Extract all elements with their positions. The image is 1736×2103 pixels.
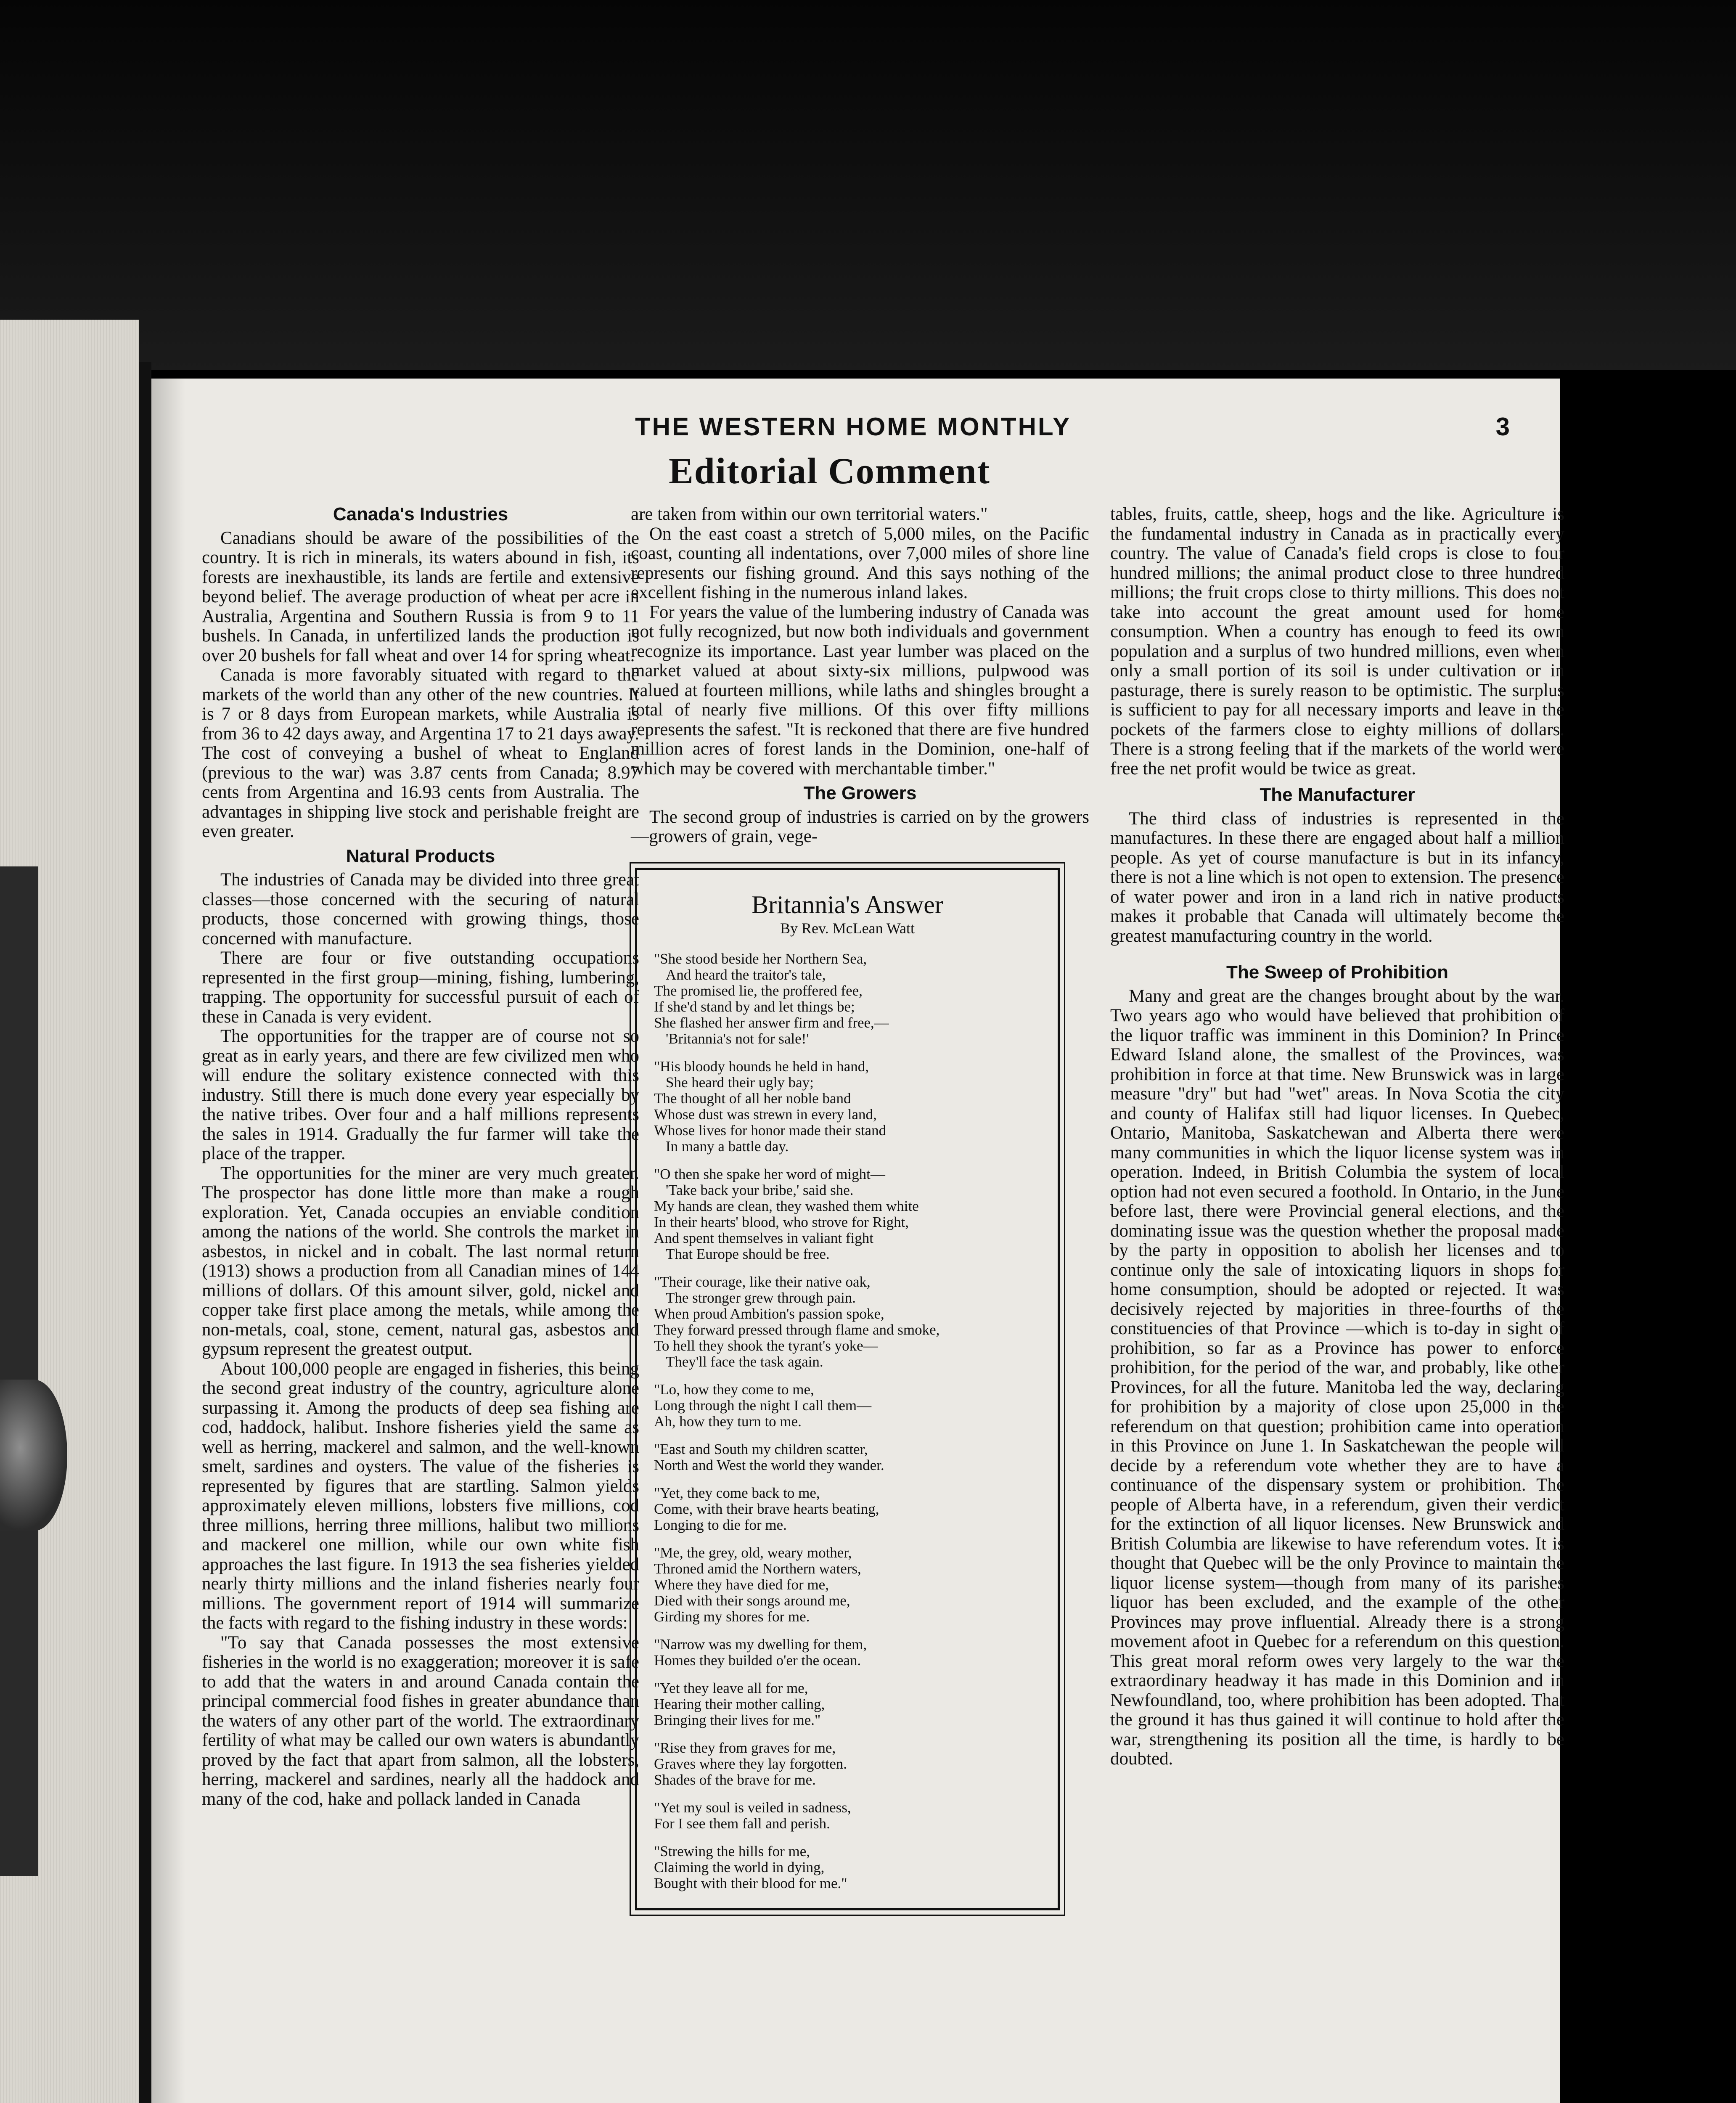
article-paragraph: On the east coast a stretch of 5,000 miles, on the Pacific coast, counting all indentations, over 7,000 miles of shore line represents our fishing ground. And this says nothing of the excellent fishing in the numerous inland lakes. (631, 524, 1089, 602)
article-column-3 (1110, 505, 1564, 1769)
poem-line: Long through the night I call them— (654, 1397, 872, 1414)
poem-line: "O then she spake her word of might— (654, 1165, 885, 1182)
poem-line: Come, with their brave hearts beating, (654, 1500, 879, 1517)
poem-stanza (654, 951, 1041, 1047)
poem-line: Died with their songs around me, (654, 1592, 850, 1609)
article-paragraph: tables, fruits, cattle, sheep, hogs and the like. Agriculture is the fundamental industry in Canada as in practically every country. The value of Canada's field crops is close to four hundred millions; the animal product close to three hundred millions; the fruit crops close to thirty millions. This does not take into account the great amount used for home consumption. When a country has enough to feed its own population and a surplus of two hundred millions, even when only a small portion of its soil is under cultivation or in pasturage, there is surely reason to be optimistic. The surplus is sufficient to pay for all necessary imports and leave in the pockets of the farmers close to eighty millions of dollars. There is a strong feeling that if the markets of the world were free the net profit would be twice as great. (1110, 504, 1564, 779)
poem-line: When proud Ambition's passion spoke, (654, 1305, 884, 1322)
article-paragraph: The third class of industries is represented in the manufactures. In these there are engaged about half a million people. As yet of course manufacture is but in its infancy, there is not a line which is not open to extension. The presence of water power and iron in a land rich in native products makes it probable that Canada will ultimately become the greatest manufacturing country in the world. (1110, 808, 1564, 946)
poem-line: Hearing their mother calling, (654, 1695, 825, 1712)
running-title: THE WESTERN HOME MONTHLY (635, 413, 1072, 441)
poem-stanza (654, 1800, 1041, 1832)
magazine-page (151, 379, 1564, 2103)
poem-line: "East and South my children scatter, (654, 1441, 868, 1457)
poem-line: Longing to die for me. (654, 1516, 787, 1533)
poem-stanza (654, 1166, 1041, 1262)
poem-stanza (654, 1441, 1041, 1473)
poem-line: And spent themselves in valiant fight (654, 1229, 873, 1246)
poem-stanza (654, 1680, 1041, 1728)
article-heading: The Growers (803, 783, 917, 803)
section-title: Editorial Comment (669, 451, 990, 492)
article-heading: Canada's Industries (333, 504, 508, 524)
poem-line: And heard the traitor's tale, (666, 966, 826, 983)
adjacent-page-portrait (0, 1380, 67, 1531)
page-number: 3 (1495, 413, 1510, 441)
book-gutter (139, 362, 151, 2103)
article-column-1 (202, 505, 639, 1809)
article-paragraph: "To say that Canada possesses the most extensive fisheries in the world is no exaggeration; moreover it is safe to add that the waters in and around Canada contain the principal commercial food fishes in greater abundance than the waters of any other part of the world. The extraordinary fertility of what may be called our own waters is abundantly proved by the fact that apart from salmon, all the lobsters, herring, mackerel and sardines, nearly all the haddock and many of the cod, hake and pollack landed in Canada (202, 1632, 639, 1809)
poem-line: "Yet they leave all for me, (654, 1679, 808, 1696)
poem-line: "She stood beside her Northern Sea, (654, 950, 867, 967)
poem-stanza (654, 1485, 1041, 1533)
poem-line: "Strewing the hills for me, (654, 1843, 810, 1859)
page-header (151, 412, 1560, 450)
article-paragraph: There are four or five outstanding occupations represented in the first group—mining, fishing, lumbering, trapping. The opportunity for successful pursuit of each of these in Canada is very evident. (202, 948, 639, 1027)
poem-line: "His bloody hounds he held in hand, (654, 1058, 869, 1075)
poem-line: "Yet, they come back to me, (654, 1484, 820, 1501)
poem-line: My hands are clean, they washed them white (654, 1197, 919, 1214)
article-heading: The Sweep of Prohibition (1226, 962, 1448, 983)
poem-stanza (654, 1843, 1041, 1891)
page-binding-shadow (151, 379, 185, 2103)
poem-line: The thought of all her noble band (654, 1090, 851, 1107)
poem-line: In their hearts' blood, who strove for Right, (654, 1213, 909, 1230)
poem-line: "Rise they from graves for me, (654, 1739, 836, 1756)
poem-stanza (654, 1059, 1041, 1155)
poem-stanza (654, 1637, 1041, 1669)
poem-line: "Their courage, like their native oak, (654, 1273, 871, 1290)
poem-line: 'Take back your bribe,' said she. (666, 1181, 854, 1198)
poem-line: "Me, the grey, old, weary mother, (654, 1544, 852, 1561)
poem-line: Bringing their lives for me." (654, 1711, 821, 1728)
poem-line: For I see them fall and perish. (654, 1815, 830, 1832)
poem-line: Shades of the brave for me. (654, 1771, 816, 1788)
poem-stanza (654, 1740, 1041, 1788)
article-paragraph: The industries of Canada may be divided into three great classes—those concerned with the securing of natural products, those concerned with growing things, those concerned with manufacture. (202, 870, 639, 948)
poem-line: If she'd stand by and let things be; (654, 998, 855, 1015)
poem-line: "Narrow was my dwelling for them, (654, 1636, 867, 1653)
poem-line: Whose dust was strewn in every land, (654, 1106, 877, 1123)
poem-line: Girding my shores for me. (654, 1608, 810, 1625)
poem-line: North and West the world they wander. (654, 1457, 884, 1473)
poem-line: Whose lives for honor made their stand (654, 1122, 887, 1139)
article-column-2 (631, 505, 1089, 1910)
poem-line: Throned amid the Northern waters, (654, 1560, 861, 1577)
poem-line: "Yet my soul is veiled in sadness, (654, 1799, 851, 1816)
article-paragraph: The opportunities for the miner are very much greater. The prospector has done little more than make a rough exploration. Yet, Canada occupies an enviable condition among the nations of the world. She controls the market in asbestos, in nickel and in cobalt. The last normal return (1913) shows a production from all Canadian mines of 144 millions of dollars. Of this amount silver, gold, nickel and copper take first place among the metals, while among the non-metals, coal, stone, cement, natural gas, asbestos and gypsum represent the greatest output. (202, 1163, 639, 1359)
article-heading: The Manufacturer (1260, 784, 1415, 805)
poem-line: The stronger grew through pain. (666, 1289, 856, 1306)
poem-line: They'll face the task again. (666, 1353, 823, 1370)
poem-line: They forward pressed through flame and smoke, (654, 1321, 940, 1338)
poem-line: That Europe should be free. (666, 1245, 830, 1262)
poem-line: Graves where they lay forgotten. (654, 1755, 847, 1772)
poem-line: The promised lie, the proffered fee, (654, 982, 863, 999)
article-paragraph: The second group of industries is carried on by the growers—growers of grain, vege- (631, 807, 1089, 846)
poem-line: Claiming the world in dying, (654, 1859, 825, 1875)
poem-line: "Lo, how they come to me, (654, 1381, 814, 1398)
poem-line: She flashed her answer firm and free,— (654, 1014, 889, 1031)
article-paragraph: The opportunities for the trapper are of course not so great as in early years, and there are few civilized men who will endure the solitary existence connected with this industry. Still there is much done every year especially by the native tribes. Over four and a half millions represents the sales in 1914. Gradually the fur farmer will take the place of the trapper. (202, 1026, 639, 1163)
scan-background-top (0, 0, 1736, 370)
poem-line: In many a battle day. (666, 1138, 789, 1155)
adjacent-page-illustration (0, 866, 38, 1876)
article-paragraph: are taken from within our own territorial waters." (631, 504, 988, 524)
adjacent-page-edge (0, 320, 139, 2103)
article-heading: Natural Products (346, 845, 495, 866)
poem-title: Britannia's Answer (752, 890, 943, 919)
poem-stanza (654, 1545, 1041, 1625)
scan-background-right (1560, 379, 1736, 2103)
article-paragraph: About 100,000 people are engaged in fisheries, this being the second great industry of the country, agriculture alone surpassing it. Among the products of deep sea fishing are cod, haddock, halibut. Inshore fisheries yield the same as well as herring, mackerel and salmon, and the well-known smelt, sardines and oysters. The value of the fisheries is represented by figures that are startling. Salmon yields approximately eleven millions, lobsters five millions, cod three millions, herring three millions, halibut two millions and mackerel one million, while our own white fish approaches the last figure. In 1913 the sea fisheries yielded nearly thirty millions and the inland fisheries nearly four millions. The government report of 1914 will summarize the facts with regard to the fishing industry in these words: (202, 1359, 639, 1633)
poem-line: To hell they shook the tyrant's yoke— (654, 1337, 878, 1354)
article-paragraph: Canadians should be aware of the possibilities of the country. It is rich in minerals, its waters abound in fish, its forests are inexhaustible, its lands are fertile and extensive beyond belief. The average production of wheat per acre in Australia, Argentina and Southern Russia is from 9 to 11 bushels. In Canada, in unfertilized lands the production is over 20 bushels for fall wheat and over 14 for spring wheat. (202, 528, 639, 665)
poem-line: She heard their ugly bay; (666, 1074, 814, 1091)
poem-line: Homes they builded o'er the ocean. (654, 1652, 861, 1669)
article-paragraph: Many and great are the changes brought about by the war. Two years ago who would have believed that prohibition of the liquor traffic was imminent in this Dominion? In Prince Edward Island alone, the smallest of the Provinces, was prohibition in force at that time. New Brunswick was in large measure "dry" but had "wet" areas. In Nova Scotia the city and county of Halifax still had liquor licenses. In Quebec, Ontario, Manitoba, Saskatchewan and Alberta there were many communities in which the liquor license system was in operation. Indeed, in British Columbia the system of local option had not even secured a foothold. In Ontario, in the June before last, there were Provincial general elections, and the dominating issue was the question whether the proposal made by the party in opposition to abolish her licenses and to continue only the sale of intoxicating liquors in shops for home consumption, should be adopted or rejected. It was decisively rejected by majorities in three-fourths of the constituencies of that Province —which is to-day in sight of prohibition, so far as a Province has power to enforce prohibition, for the period of the war, and probably, like other Provinces, for all the future. Manitoba led the way, declaring for prohibition by a majority of close upon 25,000 in the referendum on that question; prohibition came into operation in this Province on June 1. In Saskatchewan the people will decide by a referendum vote whether they are to have a continuance of the dispensary system or prohibition. The people of Alberta have, in a referendum, given their verdict for the extinction of all liquor licenses. New Brunswick and British Columbia are likewise to have referendum votes. It is thought that Quebec will be the only Province to maintain the liquor license system—though from many of its parishes liquor has been excluded, and the example of the other Provinces may prove influential. Already there is a strong movement afoot in Quebec for a referendum on this question. This great moral reform owes very largely to the war the extraordinary headway it has made in this Dominion and in Newfoundland, too, where prohibition has been adopted. That the ground it has thus gained it will continue to hold after the war, strengthening its position all the time, is hardly to be doubted. (1110, 986, 1564, 1769)
poem-stanza (654, 1382, 1041, 1430)
poem-box (635, 868, 1060, 1910)
poem-line: Ah, how they turn to me. (654, 1413, 802, 1430)
poem-line: 'Britannia's not for sale!' (666, 1030, 809, 1047)
poem-byline: By Rev. McLean Watt (780, 920, 915, 937)
poem-stanza (654, 1274, 1041, 1370)
poem-line: Bought with their blood for me." (654, 1875, 847, 1891)
article-paragraph: For years the value of the lumbering industry of Canada was not fully recognized, but now both individuals and government recognize its importance. Last year lumber was placed on the market valued at about sixty-six millions, pulpwood was valued at fourteen millions, while laths and shingles brought a total of nearly five millions. Of this over fifty millions represents the safest. "It is reckoned that there are five hundred million acres of forest lands in the Dominion, one-half of which may be covered with merchantable timber." (631, 602, 1089, 779)
article-paragraph: Canada is more favorably situated with regard to the markets of the world than any other of the new countries. It is 7 or 8 days from European markets, while Australia is from 36 to 42 days away, and Argentina 17 to 21 days away. The cost of conveying a bushel of wheat to England (previous to the war) was 3.87 cents from Canada; 8.97 cents from Argentina and 16.93 cents from Australia. The advantages in shipping live stock and perishable freight are even greater. (202, 665, 639, 841)
poem-line: Where they have died for me, (654, 1576, 829, 1593)
